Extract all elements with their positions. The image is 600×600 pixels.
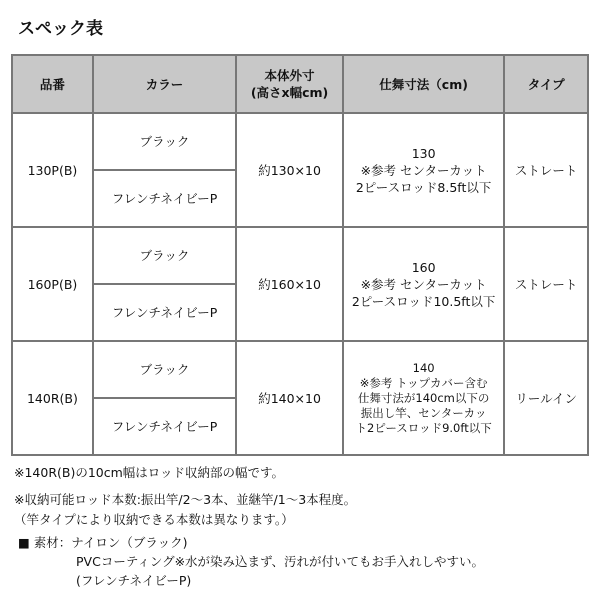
type-cell: ストレート (504, 227, 588, 341)
spec-table (11, 54, 589, 456)
color-cell: フレンチネイビーP (93, 284, 236, 341)
fold-cell: 130 ※参考 センターカット 2ピースロッド8.5ft以下 (343, 113, 504, 227)
size-cell: 約160×10 (236, 227, 343, 341)
header-fold: 仕舞寸法（cm) (343, 55, 504, 113)
header-size: 本体外寸 (高さx幅cm) (236, 55, 343, 113)
color-cell: フレンチネイビーP (93, 170, 236, 227)
header-type: タイプ (504, 55, 588, 113)
model-cell: 160P(B) (12, 227, 93, 341)
note-1: ※140R(B)の10cm幅はロッド収納部の幅です。 (14, 465, 285, 480)
header-color: カラー (93, 55, 236, 113)
material-line-1: PVCコーティング※水が染み込まず、汚れが付いてもお手入れしやすい。 (76, 554, 485, 569)
model-cell: 140R(B) (12, 341, 93, 455)
color-cell: ブラック (93, 113, 236, 170)
color-cell: フレンチネイビーP (93, 398, 236, 455)
note-3: （竿タイプにより収納できる本数は異なります。） (14, 512, 294, 527)
type-cell: リールイン (504, 341, 588, 455)
model-cell: 130P(B) (12, 113, 93, 227)
table-row (12, 341, 588, 398)
type-cell: ストレート (504, 113, 588, 227)
header-row (12, 55, 588, 113)
color-cell: ブラック (93, 227, 236, 284)
size-cell: 約140×10 (236, 341, 343, 455)
material-label: ■ 素材：ナイロン（ブラック) (18, 535, 188, 550)
table-row (12, 113, 588, 170)
color-cell: ブラック (93, 341, 236, 398)
material-line-2: (フレンチネイビーP) (76, 573, 192, 588)
size-cell: 約130×10 (236, 113, 343, 227)
page-title: スペック表 (18, 19, 103, 39)
header-model: 品番 (12, 55, 93, 113)
fold-cell: 140 ※参考 トップカバー含む 仕舞寸法が140cm以下の 振出し竿、センターカッ ト2ピースロッド9.0ft以下 (343, 341, 504, 455)
note-2: ※収納可能ロッド本数:振出竿/2～3本、並継竿/1～3本程度。 (14, 492, 357, 507)
table-row (12, 227, 588, 284)
fold-cell: 160 ※参考 センターカット 2ピースロッド10.5ft以下 (343, 227, 504, 341)
